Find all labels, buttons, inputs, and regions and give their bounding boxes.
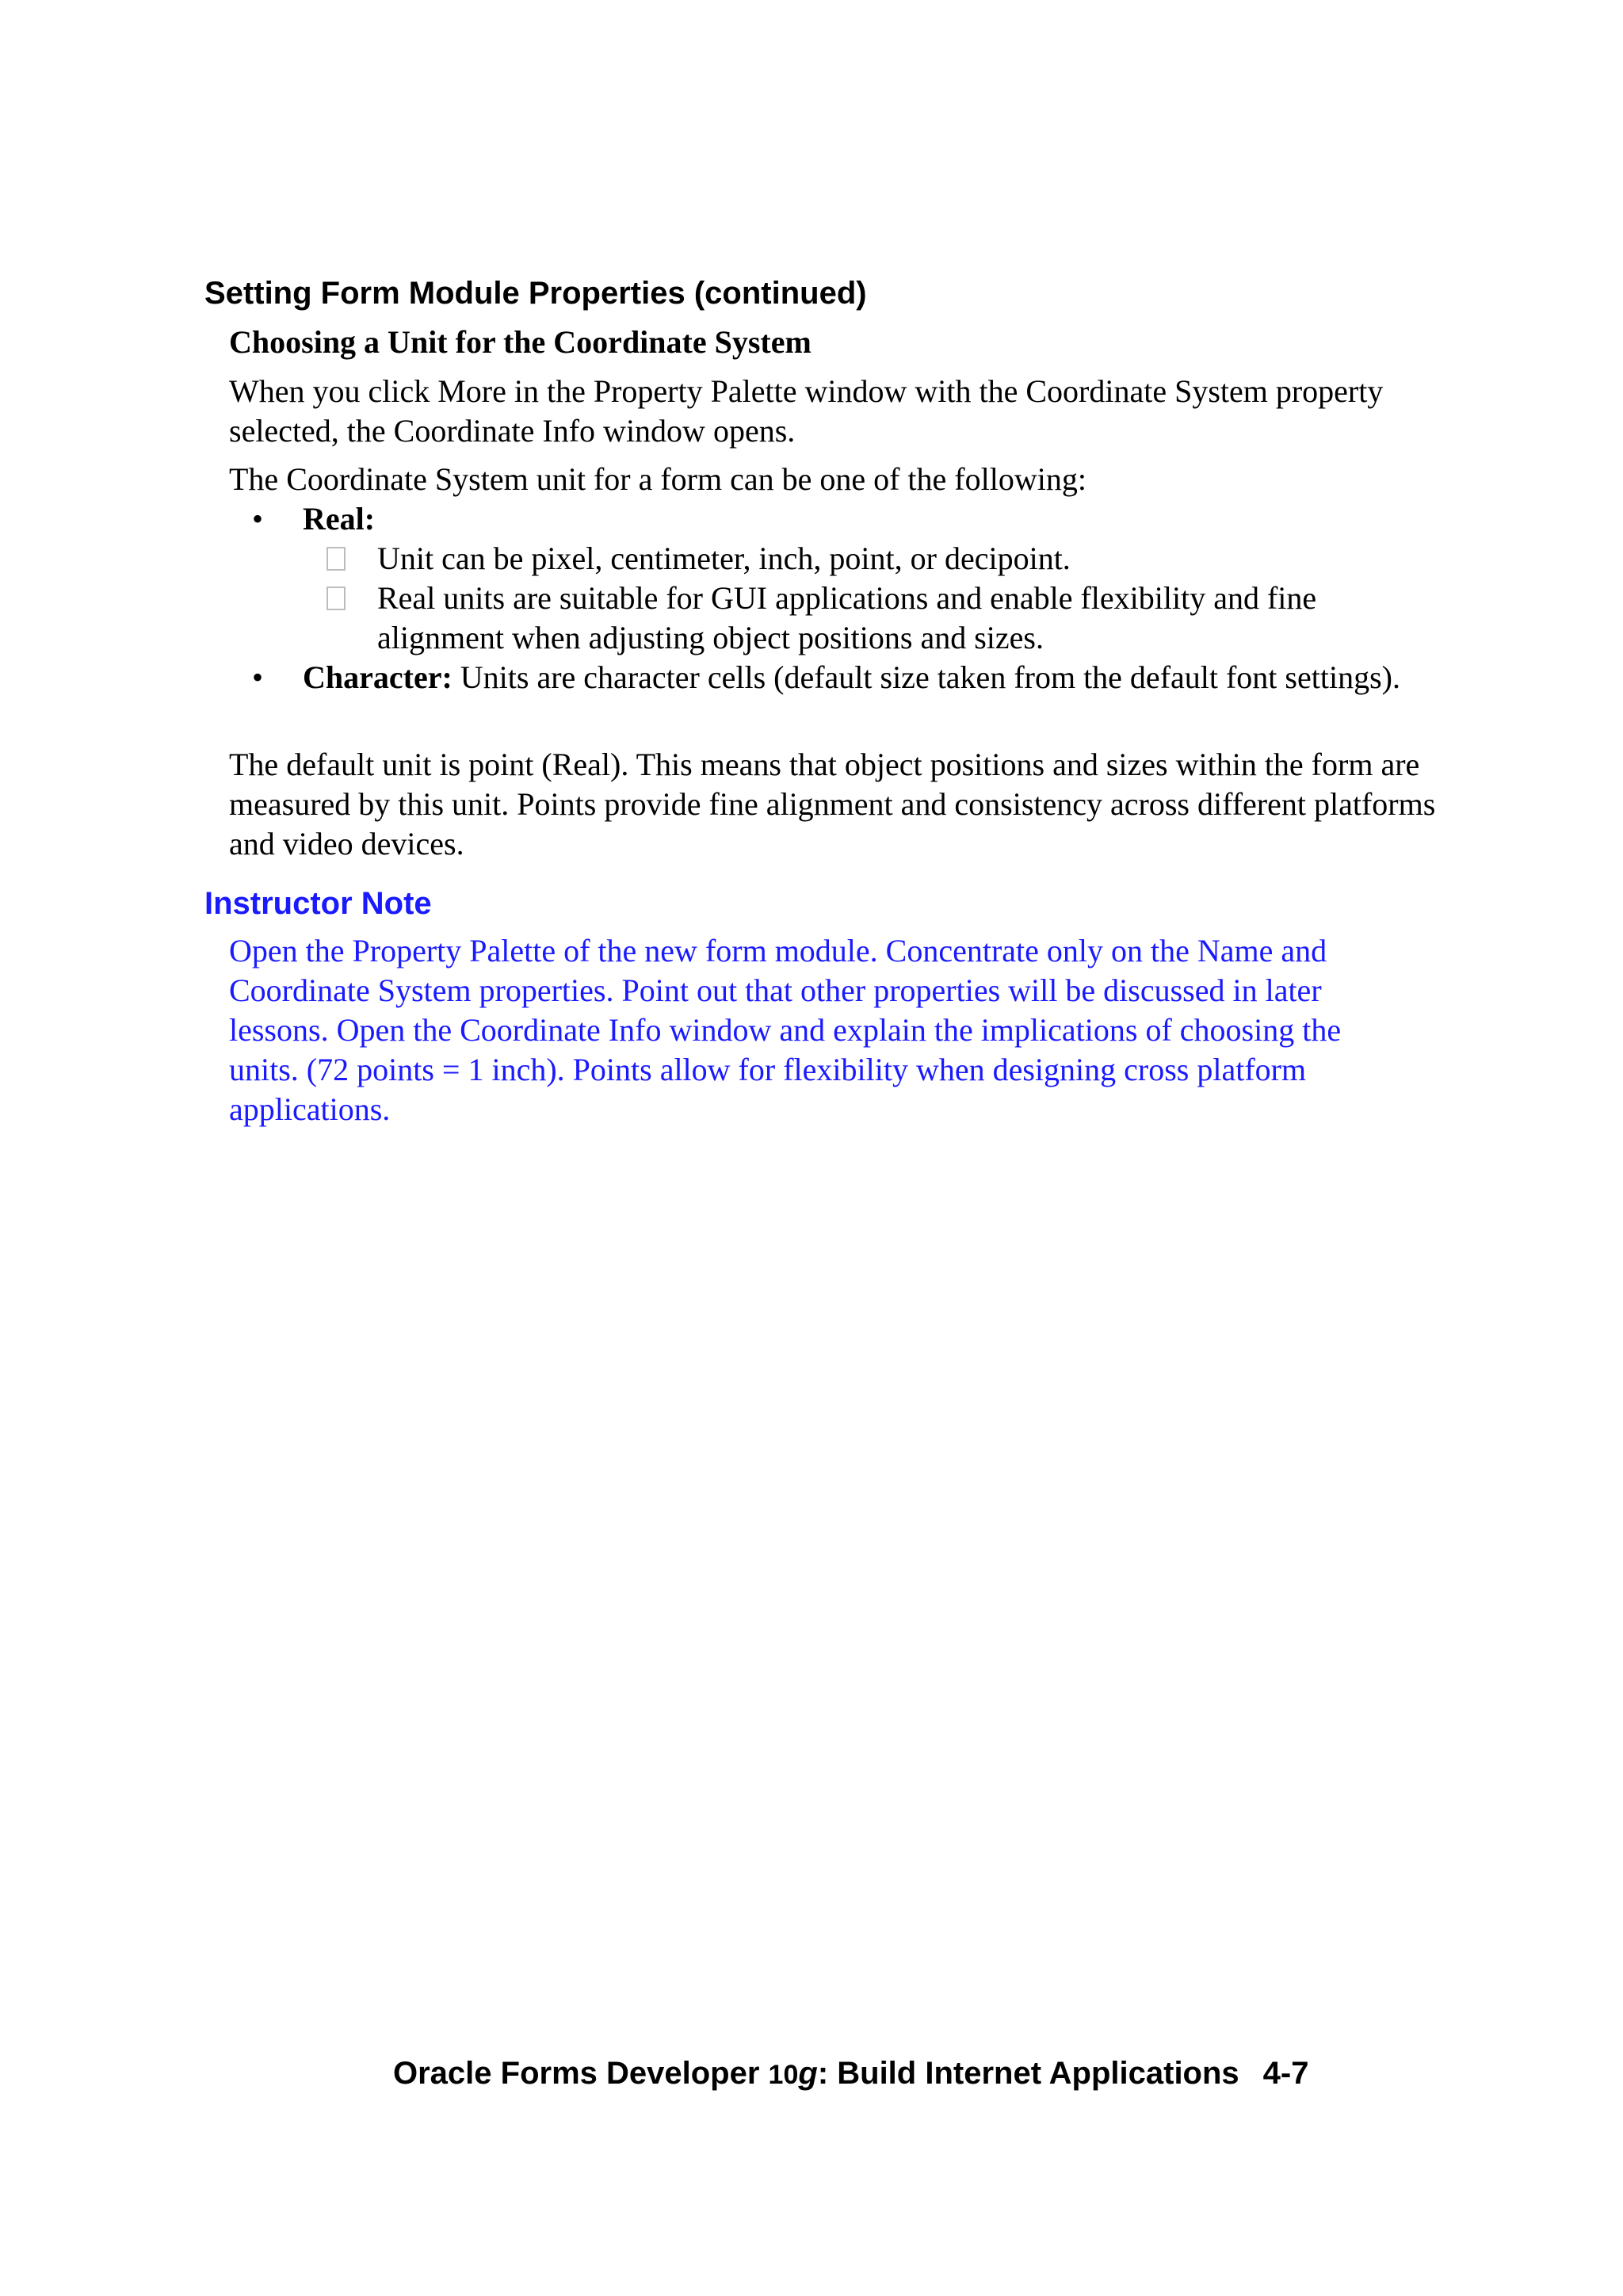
instructor-note-heading: Instructor Note [204,886,432,921]
footer-page-number: 4-7 [1262,2056,1309,2091]
page-footer [393,2051,1308,2097]
sub-item-real-gui: Real units are suitable for GUI applications and enable flexibility and fine alignment when adjusting object positions and sizes. [377,580,1317,655]
paragraph-more-button: When you click More in the Property Palette window with the Coordinate System property selected, the Coordinate Info window opens. [229,373,1384,449]
bullet-icon: • [252,501,264,537]
footer-version-number: 10 [768,2060,799,2090]
bullet-item-character [303,658,1412,697]
instructor-note-body: Open the Property Palette of the new form module. Concentrate only on the Name and Coordinate System properties. Point out that other properties will be discussed in later lessons. Open the Coordinate Info window and explain the implications of choosing the units. (72 points = 1 inch). Points allow for flexibility when designing cross platform applications. [229,933,1342,1127]
footer-version-letter: g [798,2056,818,2091]
footer-title-prefix: Oracle Forms Developer [393,2056,769,2091]
paragraph-default-unit: The default unit is point (Real). This means that object positions and sizes within the form are measured by this unit. Points provide fine alignment and consistency across different platforms and video devices. [229,747,1436,861]
sub-bullet-icon [327,586,346,610]
sub-bullet-icon [327,547,346,571]
bullet-label-character: Character: [303,659,453,695]
section-heading: Setting Form Module Properties (continued) [204,276,867,311]
sub-item-real-units: Unit can be pixel, centimeter, inch, point, or decipoint. [377,541,1071,576]
footer-title-suffix: : Build Internet Applications [817,2056,1239,2091]
bullet-icon: • [252,659,264,695]
bullet-label-real: Real: [303,501,376,537]
paragraph-unit-options: The Coordinate System unit for a form can be one of the following: [229,461,1086,497]
bullet-item-real [303,499,1412,539]
bullet-text-character: Units are character cells (default size taken from the default font settings). [452,659,1400,695]
sub-heading: Choosing a Unit for the Coordinate System [229,324,812,360]
